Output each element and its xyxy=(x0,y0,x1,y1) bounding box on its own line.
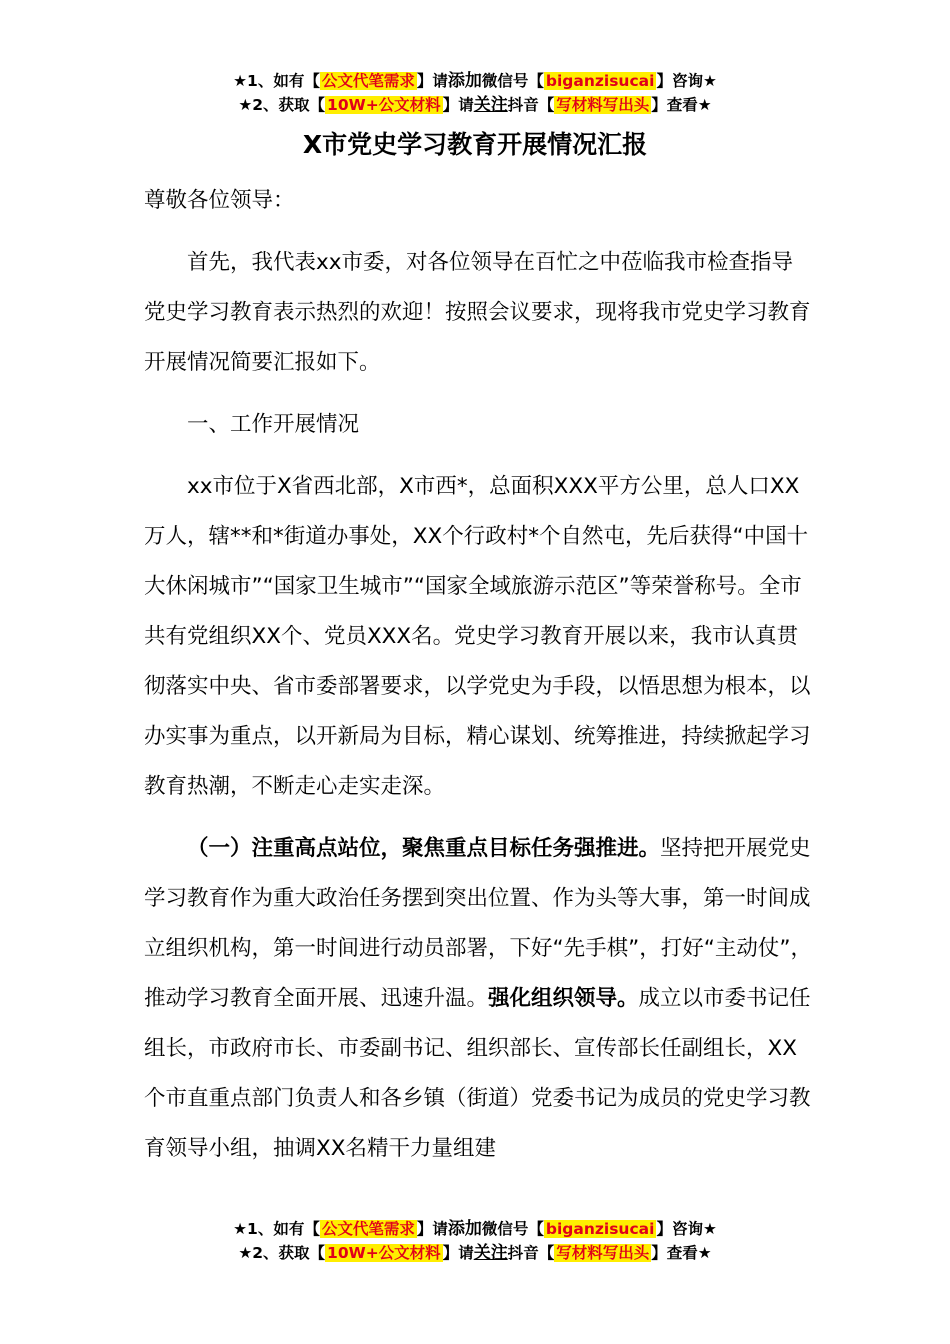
promo-emphasis: 添加 xyxy=(447,1219,482,1239)
promo-highlight: 公文代笔需求 xyxy=(321,1220,415,1238)
paragraph-subsection-1 xyxy=(144,824,814,1174)
subsection-heading: （一）注重高点站位，聚焦重点目标任务强推进。 xyxy=(187,836,661,861)
promo-douyin-id: 写材料写出头 xyxy=(556,1244,650,1262)
promo-line-1 xyxy=(0,1217,950,1241)
promo-text: ★2、获取【 xyxy=(238,96,326,114)
paragraph-overview: xx市位于X省西北部，X市西*，总面积XXX平方公里，总人口XX万人，辖**和*街道办事处，XX个行政村*个自然屯，先后获得“中国十大休闲城市”“国家卫生城市”“国家全域旅游示范区”等荣誉称号。全市共有党组织XX个、党员XXX名。党史学习教育开展以来，我市认真贯彻落实中央、省市委部署要求，以学党史为手段，以悟思想为根本，以办实事为重点，以开新局为目标，精心谋划、统筹推进，持续掀起学习教育热潮，不断走心走实走深。 xyxy=(144,474,811,799)
promo-text: 】请 xyxy=(442,96,474,114)
promo-text: 】请 xyxy=(416,72,448,90)
document-title: X市党史学习教育开展情况汇报 xyxy=(302,130,648,159)
promo-wechat-id: biganzisucai xyxy=(545,1220,655,1238)
document-body xyxy=(144,176,814,1174)
promo-wechat-id: biganzisucai xyxy=(545,72,655,90)
promo-banner-top xyxy=(0,69,950,117)
promo-text: ★1、如有【 xyxy=(233,72,320,90)
subsection-text-continued: 成立以市委书记任组长，市政府市长、市委副书记、组织部长、宣传部长任副组长，XX个市直重点部门负责人和各乡镇（街道）党委书记为成员的党史学习教育领导小组，抽调XX名精干力量组建 xyxy=(144,986,811,1161)
promo-text: 微信号【 xyxy=(481,1220,544,1238)
promo-text: 抖音【 xyxy=(507,96,555,114)
promo-text: 】咨询★ xyxy=(656,72,717,90)
promo-emphasis: 关注 xyxy=(473,95,508,115)
promo-emphasis: 关注 xyxy=(473,1243,508,1263)
subsection-text: 坚持把开展党史学习教育作为重大政治任务摆到突出位置、作为头等大事，第一时间成立组织机构，第一时间进行动员部署，下好“先手棋”，打好“主动仗”，推动学习教育全面开展、迅速升温。 xyxy=(144,836,813,1011)
promo-banner-bottom xyxy=(0,1217,950,1265)
promo-text: 微信号【 xyxy=(481,72,544,90)
section-heading: 一、工作开展情况 xyxy=(187,412,360,437)
promo-line-2 xyxy=(0,1241,950,1265)
promo-line-2 xyxy=(0,93,950,117)
promo-text: 】请 xyxy=(442,1244,474,1262)
promo-highlight: 10W+公文材料 xyxy=(327,1244,441,1262)
promo-text: ★1、如有【 xyxy=(233,1220,320,1238)
promo-text: 抖音【 xyxy=(507,1244,555,1262)
promo-douyin-id: 写材料写出头 xyxy=(556,96,650,114)
promo-text: ★2、获取【 xyxy=(238,1244,326,1262)
promo-text: 】查看★ xyxy=(651,96,712,114)
promo-emphasis: 添加 xyxy=(447,71,482,91)
paragraph-intro: 首先，我代表xx市委，对各位领导在百忙之中莅临我市检查指导党史学习教育表示热烈的欢迎！按照会议要求，现将我市党史学习教育开展情况简要汇报如下。 xyxy=(144,250,811,375)
salutation: 尊敬各位领导： xyxy=(144,188,295,213)
promo-text: 】查看★ xyxy=(651,1244,712,1262)
promo-text: 】请 xyxy=(416,1220,448,1238)
subsection-bold-phrase: 强化组织领导。 xyxy=(488,986,639,1011)
promo-highlight: 公文代笔需求 xyxy=(321,72,415,90)
promo-highlight: 10W+公文材料 xyxy=(327,96,441,114)
promo-text: 】咨询★ xyxy=(656,1220,717,1238)
promo-line-1 xyxy=(0,69,950,93)
